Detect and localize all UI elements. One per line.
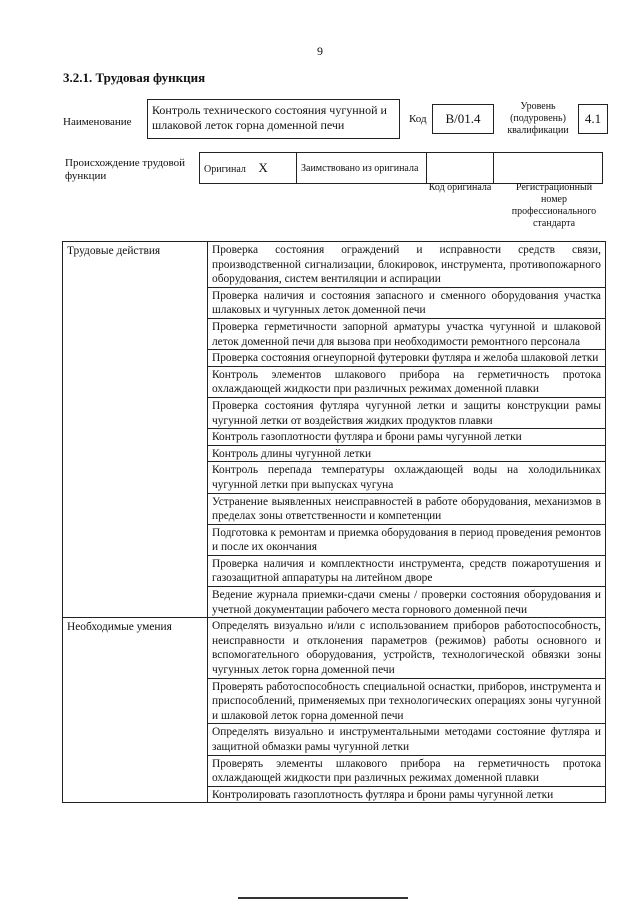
origin-borrowed-cell xyxy=(297,153,427,184)
skill-category-label: Необходимые умения xyxy=(63,618,208,803)
level-box xyxy=(578,104,608,134)
labor-action-item: Проверка наличия и состояния запасного и сменного оборудования участка шлаковых и чугунных леток доменной печи xyxy=(208,287,606,318)
labor-action-item: Подготовка к ремонтам и приемка оборудования в период проведения ремонтов и после их окончания xyxy=(208,524,606,555)
labor-action-item: Проверка герметичности запорной арматуры участка чугунной и шлаковой леток доменной печи для вызова при необходимости ремонтного персонала xyxy=(208,318,606,349)
origin-reg-caption: Регистрационный номер профессионального стандарта xyxy=(511,182,597,229)
page-number: 9 xyxy=(317,44,323,58)
code-label: Код xyxy=(409,113,427,125)
level-label: Уровень (подуровень) квалификации xyxy=(507,101,569,136)
function-name-value: Контроль технического состояния чугунной и шлаковой леток горна доменной печи xyxy=(152,103,387,132)
name-label: Наименование xyxy=(63,116,132,128)
labor-action-category-label: Трудовые действия xyxy=(63,242,208,618)
skill-item: Определять визуально и инструментальными методами состояние футляра и защитной обмазки рамы чугунной летки xyxy=(208,724,606,755)
origin-original-cell xyxy=(200,153,297,184)
origin-reg-cell xyxy=(494,153,603,184)
origin-code-caption: Код оригинала xyxy=(428,182,492,193)
labor-action-item: Проверка наличия и комплектности инструмента, средств пожаротушения и газозащитной аппаратуры на литейном дворе xyxy=(208,555,606,586)
labor-action-item: Контроль длины чугунной летки xyxy=(208,445,606,462)
skill-row xyxy=(63,618,606,678)
origin-table xyxy=(199,152,603,184)
labor-action-item: Контроль перепада температуры охлаждающей воды на холодильниках чугунной летки при выпусках чугуна xyxy=(208,462,606,493)
function-details-table xyxy=(62,241,606,803)
code-box xyxy=(432,104,494,134)
labor-action-item: Контроль газоплотности футляра и брони рамы чугунной летки xyxy=(208,429,606,446)
labor-action-item: Проверка состояния ограждений и исправности средств связи, производственной сигнализации, блокировок, инструмента, противопожарного оборудования, систем вентиляции и аспирации xyxy=(208,242,606,288)
labor-action-item: Ведение журнала приемки-сдачи смены / проверки состояния оборудования и учетной документации рабочего места горнового доменной печи xyxy=(208,587,606,618)
labor-action-item: Проверка состояния футляра чугунной летки и защиты конструкции рамы чугунной летки от воздействия жидких продуктов плавки xyxy=(208,397,606,428)
level-value: 4.1 xyxy=(584,111,602,126)
origin-original-label: Оригинал xyxy=(204,163,246,175)
function-details-body xyxy=(63,242,606,803)
labor-action-item: Устранение выявленных неисправностей в работе оборудования, механизмов в пределах зоны ответственности и компетенции xyxy=(208,493,606,524)
function-name-box xyxy=(147,99,400,139)
labor-action-row xyxy=(63,242,606,288)
section-title: 3.2.1. Трудовая функция xyxy=(63,70,206,85)
origin-original-mark: X xyxy=(258,159,268,175)
labor-action-item: Проверка состояния огнеупорной футеровки футляра и желоба шлаковой летки xyxy=(208,350,606,367)
code-value: B/01.4 xyxy=(445,111,481,126)
skill-item: Контролировать газоплотность футляра и брони рамы чугунной летки xyxy=(208,786,606,803)
origin-code-cell xyxy=(427,153,494,184)
skill-item: Проверять элементы шлакового прибора на герметичность протока охлаждающей жидкости при различных режимах доменной плавки xyxy=(208,755,606,786)
origin-label: Происхождение трудовой функции xyxy=(65,157,186,182)
skill-item: Проверять работоспособность специальной оснастки, приборов, инструмента и приспособлений, применяемых при технологических операциях зоны чугунной и шлаковой леток горна доменной печи xyxy=(208,678,606,724)
origin-borrowed-label: Заимствовано из оригинала xyxy=(301,162,419,174)
labor-action-item: Контроль элементов шлакового прибора на герметичность протока охлаждающей жидкости при различных режимах доменной плавки xyxy=(208,366,606,397)
bottom-edge-mark xyxy=(238,897,408,899)
skill-item: Определять визуально и/или с использованием приборов работоспособность, неисправности и отклонения параметров (режимов) работы основного и вспомогательного оборудования, устройств, технологической обвязки зоны чугунных леток горна доменной печи xyxy=(208,618,606,678)
